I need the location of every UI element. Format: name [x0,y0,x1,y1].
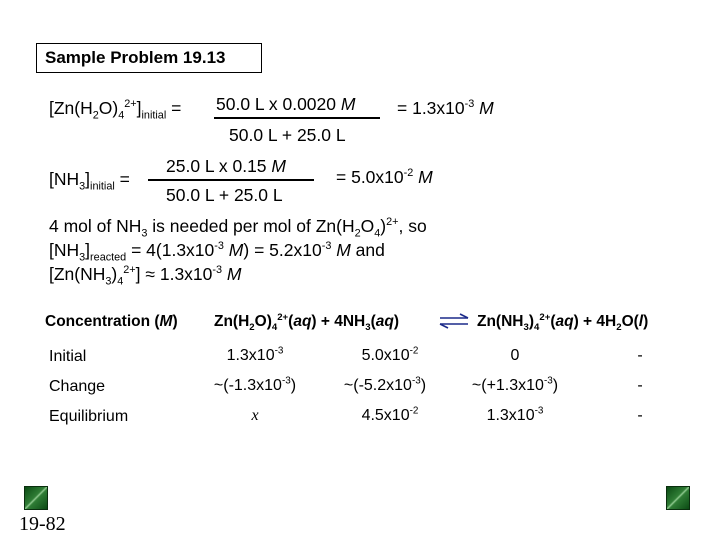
explanation-line-2 [49,240,385,264]
eq1-lhs-text: [Zn(H [49,98,93,118]
text-sub: 3 [105,275,112,288]
eq1-denominator: 50.0 L + 25.0 L [229,125,346,145]
equilibrium-nh3 [330,407,450,425]
eq1-res-text: = 1.3x10 [397,98,465,118]
eq2-sub: 3 [79,180,86,193]
text-span: ) = 5.2x10 [243,240,322,260]
cell-text: 1.3x10 [226,347,275,364]
change-nh3 [310,377,460,395]
text-span: [Zn(NH [49,264,106,284]
initial-nh3 [330,347,450,365]
text-span: , so [398,216,427,236]
initial-zn-ammine [455,347,575,365]
cell-exp: -3 [534,405,544,417]
hdr-text: ) [172,313,178,330]
change-water: - [637,377,643,394]
hdr-text: ) [528,313,535,330]
eq1-numerator [216,94,355,115]
eq1-num-text: 50.0 L x 0.0020 [216,94,337,114]
cell-exp: -2 [409,345,419,357]
hdr-unit: M [159,313,173,330]
change-zn-complex [180,377,330,395]
hdr-phase: l [638,313,644,330]
text-sup: 2+ [386,216,399,229]
equilibrium-arrows-icon [438,313,470,329]
hdr-sup: 2+ [539,311,551,323]
eq1-sub: 2 [92,109,99,122]
text-unit: M [336,240,351,260]
text-sub: 4 [374,227,381,240]
cell-exp: -3 [274,345,284,357]
hdr-phase: aq [375,313,394,330]
hdr-sub: 3 [365,322,371,334]
initial-zn-complex [195,347,315,365]
hdr-text: ) + 4H [573,313,617,330]
eq2-num-text: 25.0 L x 0.15 [166,156,267,176]
eq1-lhs-text: ] [136,98,142,118]
previous-slide-icon[interactable] [24,486,48,510]
cell-text: ) [290,377,297,394]
hdr-text: ) [393,313,400,330]
hdr-text: Zn(H [214,313,250,330]
cell-text: ~(-1.3x10 [213,377,282,394]
next-slide-icon[interactable] [666,486,690,510]
eq2-res-exp: -2 [403,167,414,180]
eq1-equals: = [171,98,182,118]
text-span: [NH [49,240,80,260]
cell-text: ~(-5.2x10 [343,377,412,394]
text-span: is needed per mol of Zn(H [147,216,355,236]
cell-text: 0 [510,347,520,364]
text-unit: M [226,264,242,284]
eq1-sup: 2+ [124,98,137,111]
change-zn-ammine [440,377,590,395]
text-span: 4 mol of NH [49,216,142,236]
equilibrium-zn-complex [195,407,315,425]
text-sub: 3 [79,251,86,264]
explanation-line-1 [49,216,427,240]
text-span: and [350,240,385,260]
eq2-sub: initial [90,180,115,193]
eq2-fraction-bar [148,179,314,181]
cell-text: x [251,407,259,424]
eq1-num-unit: M [340,94,356,114]
slide-number: 19-82 [19,513,66,535]
hdr-text: ( [370,313,376,330]
text-span: ) [380,216,387,236]
row-label-change: Change [49,378,106,395]
hdr-sub: 4 [534,322,540,334]
hdr-text: Zn(NH [477,313,524,330]
text-sup: -3 [214,240,224,253]
cell-text: ) [552,377,559,394]
hdr-phase: aq [293,313,312,330]
eq1-result [397,98,494,119]
eq2-denominator: 50.0 L + 25.0 L [166,185,283,205]
text-unit: M [228,240,244,260]
text-sub: 3 [141,227,148,240]
eq2-numerator [166,156,286,177]
hdr-text: ( [288,313,294,330]
table-header-concentration [45,313,178,331]
text-sup: 2+ [123,264,136,277]
eq1-sub: 4 [118,109,125,122]
text-span: = 4(1.3x10 [126,240,215,260]
hdr-text: ) [643,313,649,330]
eq1-fraction-bar [214,117,380,119]
hdr-sub: 3 [523,322,529,334]
hdr-text: O) [254,313,272,330]
hdr-text: ( [550,313,556,330]
equilibrium-zn-ammine [455,407,575,425]
hdr-sub: 2 [249,322,255,334]
eq2-lhs-text: ] [85,169,91,189]
cell-exp: -3 [411,375,421,387]
cell-exp: -3 [281,375,291,387]
cell-text: 5.0x10 [361,347,410,364]
cell-text: 1.3x10 [486,407,535,424]
hdr-sub: 2 [616,322,622,334]
eq2-equals: = [119,169,130,189]
explanation-line-3 [49,264,242,288]
eq1-res-unit: M [479,98,494,118]
table-header-products [477,311,649,334]
text-sup: -3 [321,240,332,253]
eq2-num-unit: M [271,156,286,176]
hdr-phase: aq [555,313,574,330]
hdr-sup: 2+ [277,311,289,323]
hdr-text: O( [621,313,639,330]
cell-text: ) [420,377,427,394]
eq2-lhs [49,169,130,193]
eq2-res-unit: M [418,167,433,187]
eq1-sub: initial [141,109,167,122]
hdr-text: Concentration ( [45,313,160,330]
equilibrium-water: - [637,407,643,424]
text-sup: -3 [212,264,223,277]
slide-title: Sample Problem 19.13 [36,43,262,73]
text-span: ] [85,240,91,260]
eq2-result [336,167,433,188]
text-span: ) [111,264,118,284]
hdr-sub: 4 [271,322,278,334]
cell-exp: -2 [409,405,419,417]
eq2-lhs-text: [NH [49,169,80,189]
hdr-text: ) + 4NH [311,313,366,330]
eq1-lhs-text: O) [98,98,119,118]
text-sub: 2 [354,227,361,240]
text-sub: 4 [117,275,124,288]
text-span: O [360,216,375,236]
table-header-reactants [214,311,400,334]
text-span: ] ≈ 1.3x10 [135,264,213,284]
row-label-equilibrium: Equilibrium [49,408,129,425]
eq1-lhs [49,98,182,122]
cell-exp: -3 [543,375,553,387]
eq1-res-exp: -3 [464,98,475,111]
cell-text: ~(+1.3x10 [471,377,544,394]
text-sub: reacted [90,251,127,264]
eq2-res-text: = 5.0x10 [336,167,404,187]
row-label-initial: Initial [49,348,87,365]
cell-text: 4.5x10 [361,407,410,424]
initial-water: - [637,347,643,364]
